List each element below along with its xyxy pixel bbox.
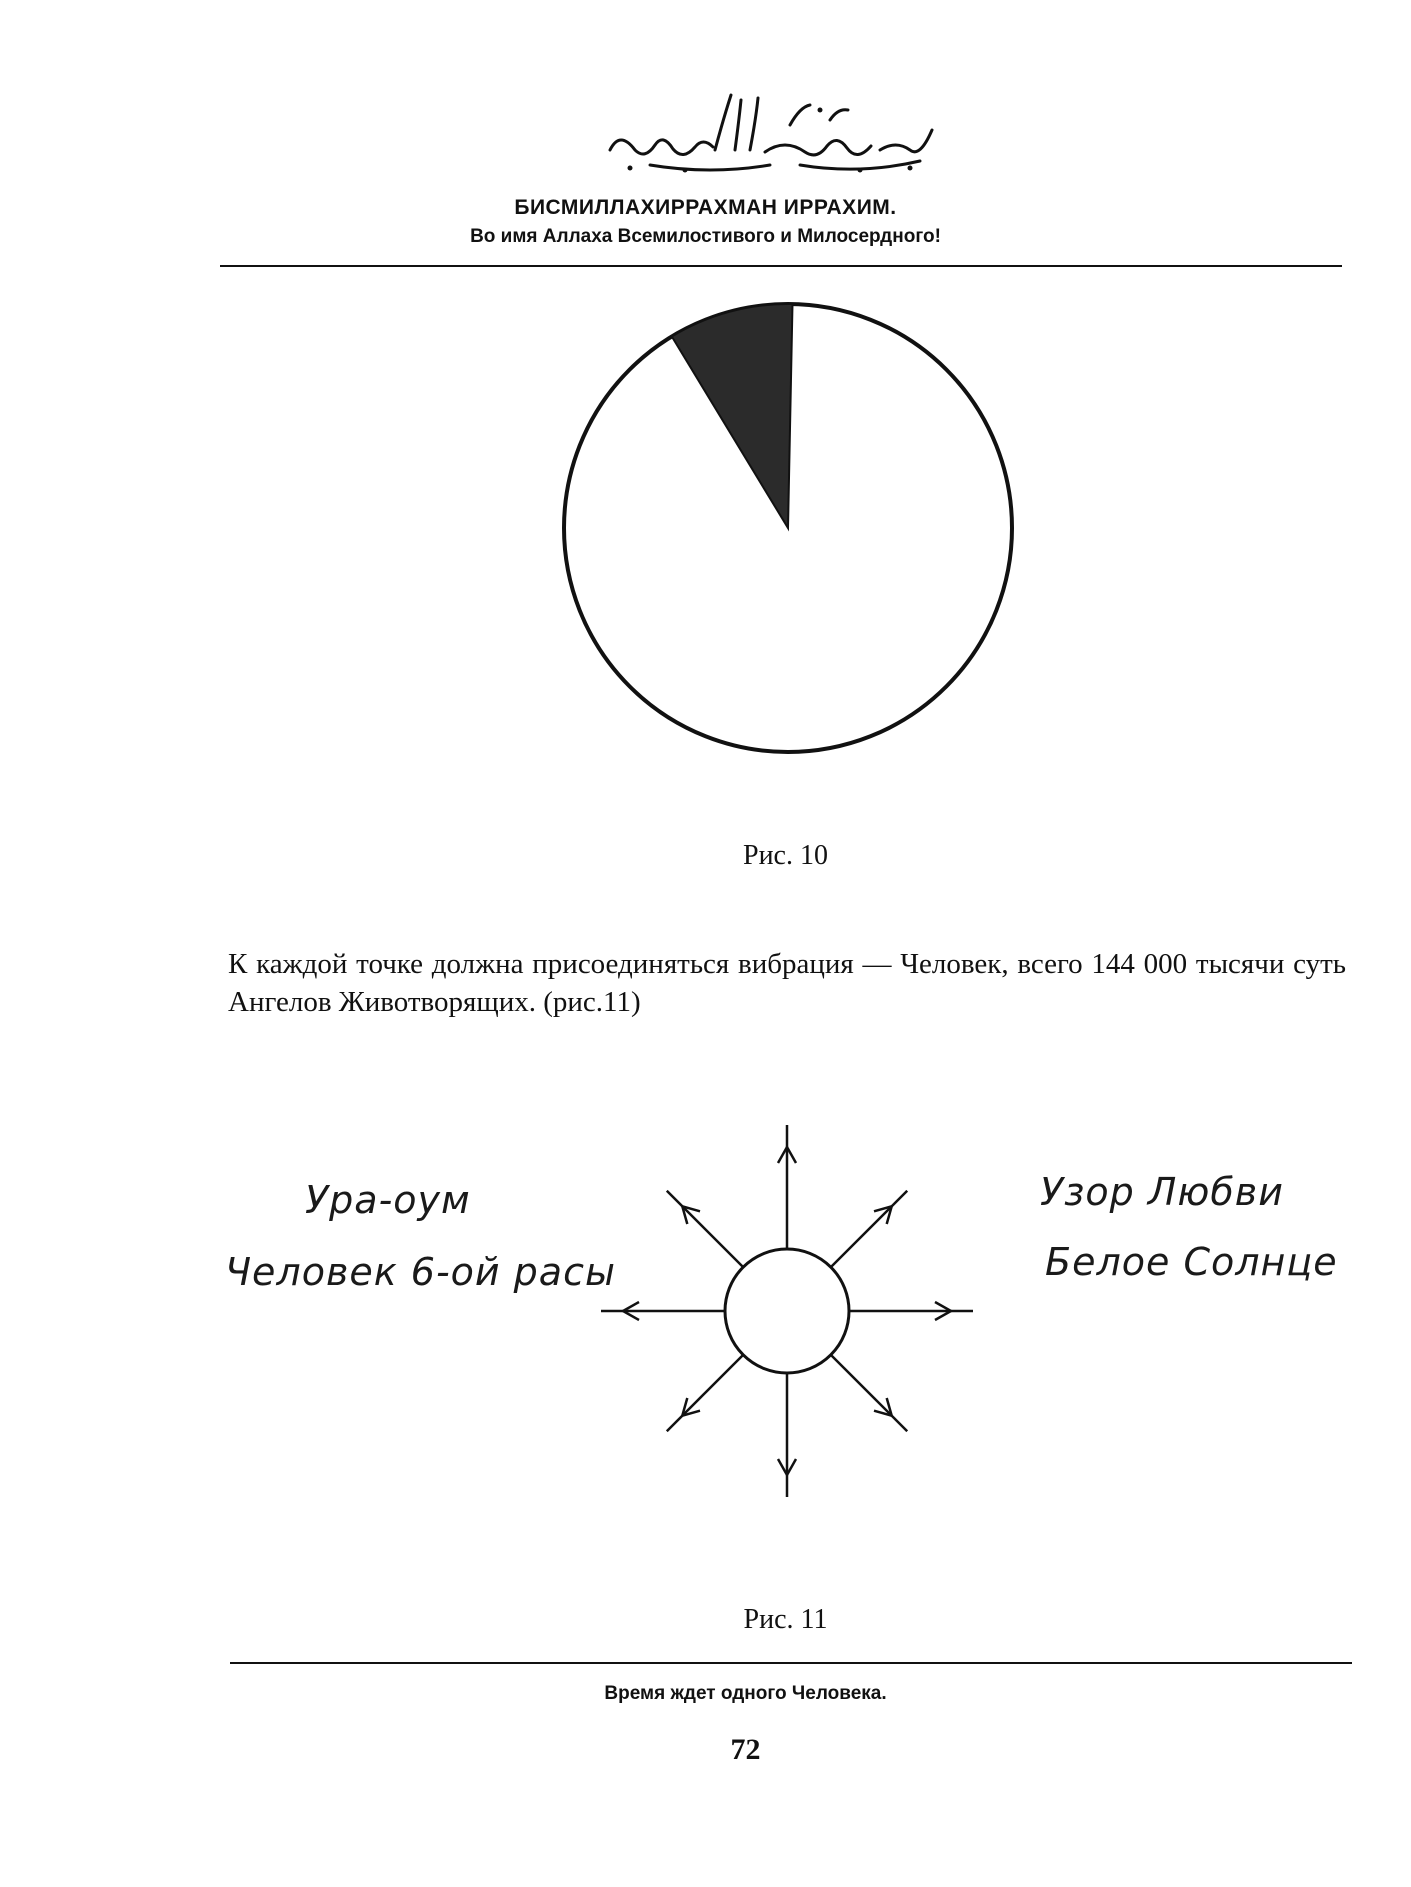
body-paragraph: К каждой точке должна присоединяться вибрация — Человек, всего 144 000 тысячи суть Ангелов Животворящих. (рис.11) [228, 948, 1346, 1018]
handwritten-label-pattern-of-love: Узор Любви [1040, 1170, 1284, 1214]
handwritten-label-human-race: Человек 6-ой расы [225, 1250, 616, 1294]
fig11-arrow-4 [831, 1355, 907, 1431]
figure-11 [601, 1125, 973, 1497]
fig11-arrow-8 [667, 1191, 743, 1267]
figure-10-caption: Рис. 10 [743, 840, 828, 871]
fig11-arrow-2 [831, 1191, 907, 1267]
figure-10 [564, 304, 1012, 752]
page-number: 72 [730, 1733, 761, 1766]
footer-divider [230, 1662, 1352, 1664]
figure-11-caption: Рис. 11 [743, 1604, 828, 1635]
handwritten-label-ura-oum: Ура-оум [305, 1178, 471, 1222]
footer-tagline: Время ждет одного Человека. [604, 1683, 887, 1704]
header-title-line1: БИСМИЛЛАХИРРАХМАН ИРРАХИМ. [514, 196, 897, 219]
handwritten-label-white-sun: Белое Солнце [1045, 1240, 1338, 1284]
fig11-center-circle [725, 1249, 849, 1373]
header-title-line2: Во имя Аллаха Всемилостивого и Милосердного! [470, 226, 941, 247]
fig11-arrow-6 [667, 1355, 743, 1431]
